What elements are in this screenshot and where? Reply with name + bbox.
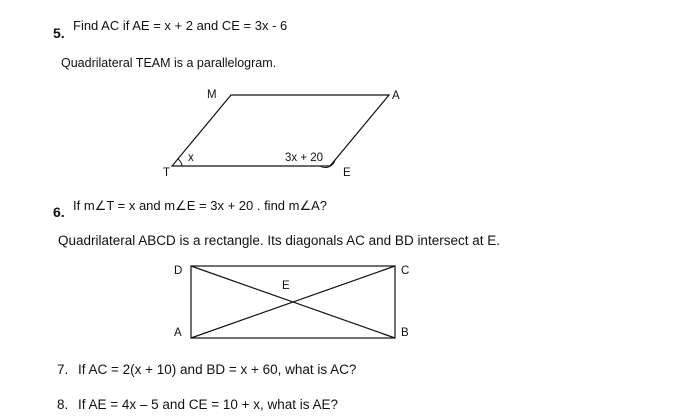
question-5-number: 5. [53,25,65,41]
question-7-prompt: If AC = 2(x + 10) and BD = x + 60, what is AC? [78,362,357,377]
question-6-given: Quadrilateral ABCD is a rectangle. Its diagonals AC and BD intersect at E. [58,233,500,248]
question-6-number: 6. [53,204,65,220]
vertex-label-a2: A [174,327,182,339]
vertex-label-m: M [207,89,217,101]
question-8-prompt: If AE = 4x – 5 and CE = 10 + x, what is AE? [78,397,339,412]
question-5-given: Quadrilateral TEAM is a parallelogram. [61,56,277,70]
angle-t-label: x [188,152,194,164]
angle-e-label: 3x + 20 [285,152,324,164]
vertex-label-c: C [401,265,410,277]
angle-t-arc [178,159,182,166]
vertex-label-d: D [174,265,183,277]
vertex-label-b: B [401,327,409,339]
vertex-label-e: E [343,167,351,179]
question-8-number: 8. [57,397,69,412]
question-7-number: 7. [57,362,69,377]
question-5-prompt: Find AC if AE = x + 2 and CE = 3x - 6 [73,18,288,33]
question-6-prompt: If m∠T = x and m∠E = 3x + 20 . find m∠A? [73,198,328,213]
vertex-label-a: A [392,90,400,102]
intersection-label-e: E [282,280,290,292]
vertex-label-t: T [163,167,171,179]
parallelogram-shape [172,95,389,166]
